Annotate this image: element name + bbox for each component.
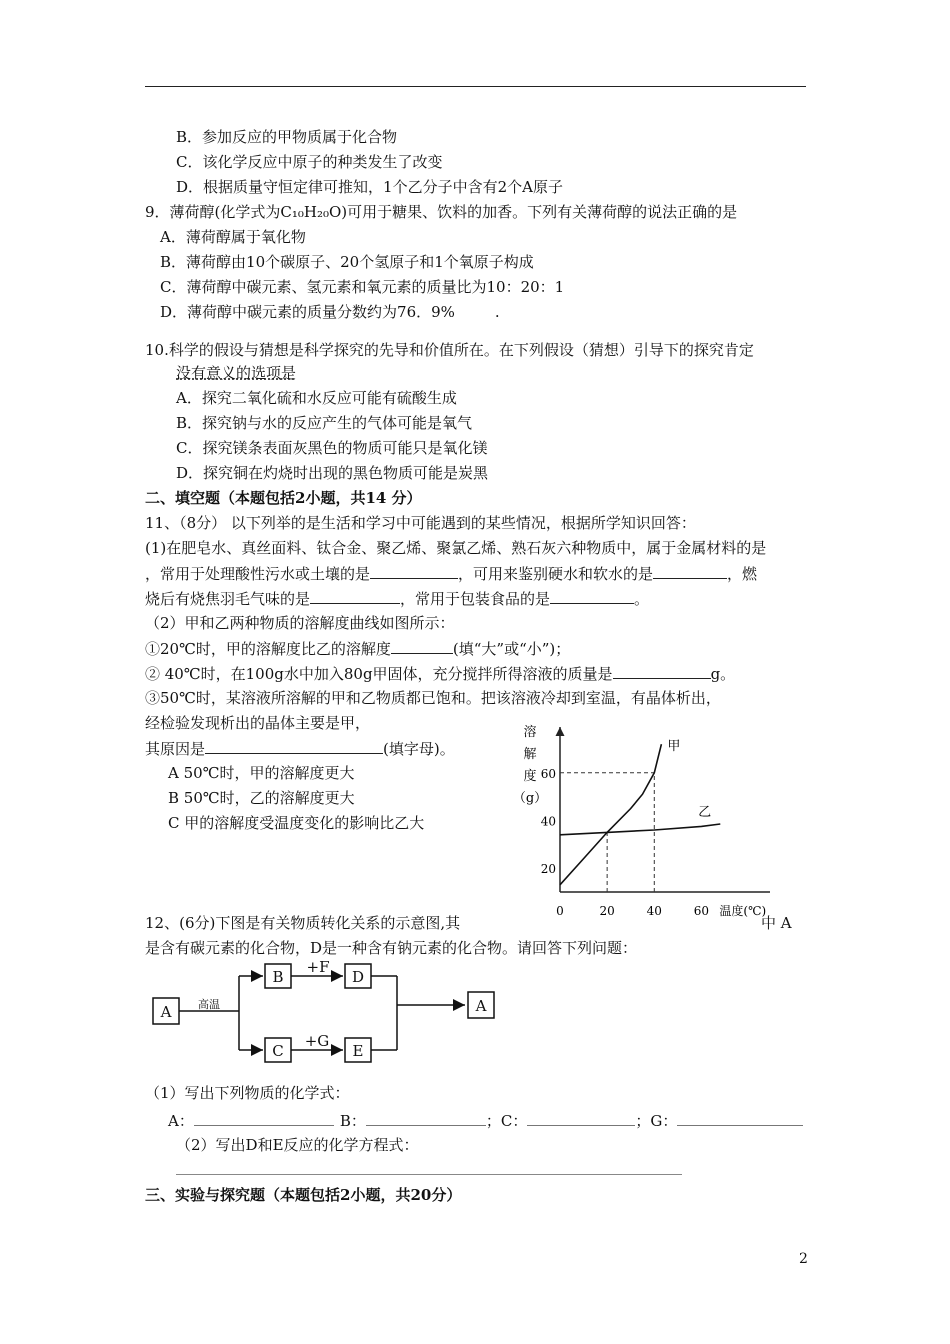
q12-part1: （1）写出下列物质的化学式：	[145, 1084, 350, 1102]
conversion-diagram	[145, 960, 505, 1070]
blank-protein[interactable]	[310, 588, 400, 604]
q11-p2-item2: ② 40℃时，在100g水中加入80g甲固体，充分搅拌所得溶液的质量是 g。	[145, 665, 736, 683]
blank-b[interactable]	[366, 1110, 486, 1126]
label-d: D	[351, 968, 365, 986]
blank-a[interactable]	[194, 1110, 334, 1126]
q10-option-a: A．探究二氧化硫和水反应可能有硫酸生成	[176, 389, 457, 407]
q11-p1-line2: ，常用于处理酸性污水或土壤的是 ，可用来鉴别硬水和软水的是 ，燃	[145, 565, 758, 583]
blank-equation[interactable]	[176, 1174, 682, 1175]
q11-intro: 11、（8分） 以下列举的是生活和学习中可能遇到的某些情况，根据所学知识回答：	[145, 514, 696, 532]
q11-p2-item3-line2: 经检验发现析出的晶体主要是甲，	[145, 714, 371, 732]
y-axis-label-part: 溶	[523, 725, 537, 740]
label-c: C	[272, 1042, 284, 1060]
series-label-jia: 甲	[667, 739, 681, 755]
label-b: B	[272, 968, 284, 986]
q11-p1-line1: (1)在肥皂水、真丝面料、钛合金、聚乙烯、聚氯乙烯、熟石灰六种物质中，属于金属材料的是	[145, 539, 767, 557]
q12-stem-line2: 是含有碳元素的化合物，D是一种含有钠元素的化合物。请回答下列问题：	[145, 939, 638, 957]
x-axis-label: 温度(℃)	[719, 904, 767, 918]
q10-option-b: B．探究钠与水的反应产生的气体可能是氧气	[176, 414, 473, 432]
solubility-chart	[510, 722, 770, 922]
y-axis-label-part: 解	[523, 747, 537, 762]
q9-option-a: A．薄荷醇属于氧化物	[160, 228, 306, 246]
q9-option-d: D．薄荷醇中碳元素的质量分数约为76．9% .	[160, 303, 500, 321]
x-tick-label: 20	[599, 904, 615, 918]
x-tick-label: 60	[693, 904, 710, 918]
q9-stem: 9．薄荷醇(化学式为C₁₀H₂₀O)可用于糖果、饮料的加香。下列有关薄荷醇的说法正确的是	[145, 203, 738, 221]
series-line-yi	[560, 824, 720, 835]
label-plus-g: +G	[304, 1032, 330, 1050]
q11-p2-item3-line1: ③50℃时，某溶液所溶解的甲和乙物质都已饱和。把该溶液冷却到室温，有晶体析出，	[145, 689, 721, 707]
series-line-jia	[560, 744, 661, 885]
q11-p2-item1: ①20℃时，甲的溶解度比乙的溶解度 (填“大”或“小”)；	[145, 640, 571, 658]
blank-g[interactable]	[677, 1110, 803, 1126]
q10-option-d: D．探究铜在灼烧时出现的黑色物质可能是炭黑	[176, 464, 489, 482]
q12-answer-row: A： B： ；C： ；G：	[168, 1110, 803, 1131]
q11-opt-c: C 甲的溶解度受温度变化的影响比乙大	[168, 814, 425, 832]
page-number: 2	[799, 1251, 808, 1267]
y-axis-label-part: （g）	[512, 791, 548, 806]
blank-hardwater[interactable]	[653, 563, 727, 579]
blank-mass[interactable]	[613, 663, 711, 679]
y-tick-label: 60	[540, 766, 556, 781]
section3-heading: 三、实验与探究题（本题包括2小题，共20分）	[145, 1186, 462, 1204]
q12-stem-line1b: 中 A	[761, 914, 792, 932]
q8-option-b: B．参加反应的甲物质属于化合物	[176, 128, 398, 146]
y-axis-label-part: 度	[523, 769, 537, 784]
y-tick-label: 40	[540, 814, 556, 829]
q11-p2-intro: （2）甲和乙两种物质的溶解度曲线如图所示：	[145, 614, 455, 632]
q11-p2-item3-line3: 其原因是 (填字母)。	[145, 740, 455, 758]
label-a-start: A	[160, 1003, 172, 1021]
header-rule	[145, 86, 806, 87]
blank-compare[interactable]	[391, 638, 453, 654]
q9-option-b: B．薄荷醇由10个碳原子、20个氢原子和1个氧原子构成	[160, 253, 534, 271]
q11-p1-line3: 烧后有烧焦羽毛气味的是 ，常用于包装食品的是 。	[145, 590, 650, 608]
q8-option-c: C．该化学反应中原子的种类发生了改变	[176, 153, 443, 171]
label-a-end: A	[475, 997, 487, 1015]
label-e: E	[352, 1042, 364, 1060]
q11-opt-a: A 50℃时，甲的溶解度更大	[168, 764, 355, 782]
y-tick-label: 20	[540, 862, 556, 877]
x-tick-label: 0	[556, 904, 564, 918]
q12-part2: （2）写出D和E反应的化学方程式：	[176, 1136, 419, 1154]
x-tick-label: 40	[646, 904, 662, 918]
q9-option-c: C．薄荷醇中碳元素、氢元素和氧元素的质量比为10：20：1	[160, 278, 565, 296]
label-condition: 高温	[198, 998, 220, 1011]
q10-stem-line2: 没有意义的选项是	[176, 364, 297, 382]
q8-option-d: D．根据质量守恒定律可推知，1个乙分子中含有2个A原子	[176, 178, 563, 196]
series-label-yi: 乙	[698, 805, 712, 821]
blank-reason[interactable]	[205, 738, 383, 754]
q12-stem-line1a: 12、(6分)下图是有关物质转化关系的示意图,其	[145, 914, 461, 932]
section2-heading: 二、填空题（本题包括2小题，共14 分）	[145, 489, 422, 507]
blank-c[interactable]	[527, 1110, 635, 1126]
q10-option-c: C．探究镁条表面灰黑色的物质可能只是氧化镁	[176, 439, 488, 457]
blank-alkali[interactable]	[370, 563, 458, 579]
blank-packaging[interactable]	[550, 588, 634, 604]
q10-stem-line1: 10.科学的假设与猜想是科学探究的先导和价值所在。在下列假设（猜想）引导下的探究肯定	[145, 341, 754, 359]
label-plus-f: +F	[306, 960, 330, 976]
q11-opt-b: B 50℃时，乙的溶解度更大	[168, 789, 355, 807]
